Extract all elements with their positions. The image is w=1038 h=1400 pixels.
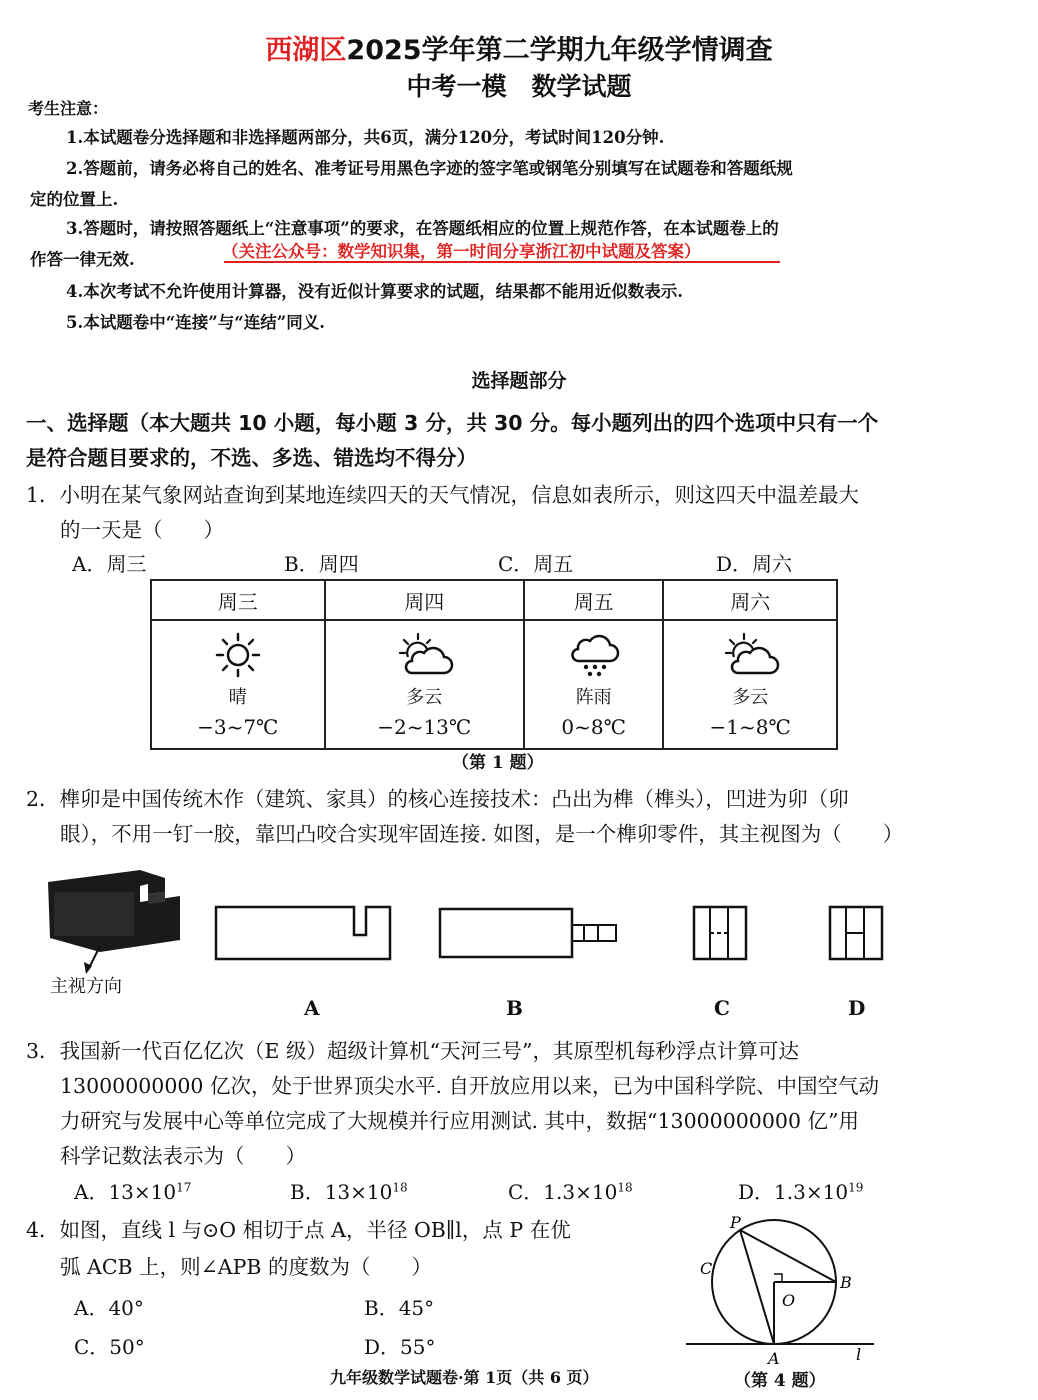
q2-stem-cont: 眼），不用一钉一胶，靠凹凸咬合实现牢固连接. 如图，是一个榫卯零件，其主视图为（ ） (60, 822, 904, 846)
page-subtitle: 中考一模 数学试题 (406, 72, 632, 101)
notice-item-1: 1.本试题卷分选择题和非选择题两部分，共6页，满分120分，考试时间120分钟. (66, 128, 665, 147)
partly-cloudy-icon (720, 631, 780, 679)
q3-stem: 3．我国新一代百亿亿次（E 级）超级计算机“天河三号”，其原型机每秒浮点计算可达 (26, 1039, 799, 1063)
q1-option-b: B．周四 (284, 552, 359, 576)
section-title: 选择题部分 (471, 370, 567, 392)
q4-option-c: C．50° (74, 1335, 145, 1359)
q3-option-c: C．$1.3\times 10^{18}$ (508, 1180, 633, 1204)
label-c: C (700, 1259, 713, 1278)
notice-item-3: 3.答题时，请按照答题纸上“注意事项”的要求，在答题纸相应的位置上规范作答，在本试题卷上的 (66, 219, 779, 238)
watermark-text: （关注公众号：数学知识集，第一时间分享浙江初中试题及答案） (222, 242, 701, 261)
q4-option-b: B．45° (364, 1296, 435, 1320)
q2-stem: 2．榫卯是中国传统木作（建筑、家具）的核心连接技术：凸出为榫（榫头），凹进为卯（卯 (26, 787, 849, 811)
q4-stem: 4．如图，直线 l 与⊙O 相切于点 A，半径 OB∥l，点 P 在优 (26, 1218, 571, 1242)
q3-option-d: D．$1.3\times 10^{19}$ (738, 1180, 864, 1204)
q3-option-b: B．$13\times 10^{18}$ (290, 1180, 408, 1204)
option-d-figure (828, 905, 886, 963)
label-a: A (768, 1349, 780, 1368)
weather-cell (524, 620, 663, 749)
notice-heading: 考生注意： (28, 99, 109, 118)
page-title (0, 28, 1038, 67)
q3-option-a: A．$13\times 10^{17}$ (74, 1180, 192, 1204)
weather-day: 周五 (524, 580, 663, 620)
part1-instructions: 一、选择题（本大题共 10 小题，每小题 3 分，共 30 分。每小题列出的四个选项中只有一个 (26, 411, 879, 435)
shower-icon (564, 631, 624, 679)
q1-stem: 1．小明在某气象网站查询到某地连续四天的天气情况，信息如表所示，则这四天中温差最大 (26, 483, 860, 507)
weather-temp: −2~13℃ (377, 715, 472, 739)
q1-option-d: D．周六 (716, 552, 793, 576)
option-d-letter: D (848, 996, 866, 1020)
q4-stem-cont: 弧 ACB 上，则∠APB 的度数为（ ） (60, 1255, 432, 1279)
label-p: P (730, 1213, 741, 1232)
weather-cell (151, 620, 325, 749)
partly-cloudy-icon (394, 631, 454, 679)
q1-caption: （第 1 题） (452, 753, 544, 773)
q3-stem-line3: 力研究与发展中心等单位完成了大规模并行应用测试. 其中，数据“13000000000 亿”用 (60, 1109, 859, 1133)
notice-item-2: 2.答题前，请务必将自己的姓名、准考证号用黑色字迹的签字笔或钢笔分别填写在试题卷和答题纸规 (66, 159, 793, 178)
label-l: l (856, 1345, 862, 1364)
weather-temp: −1~8℃ (709, 715, 791, 739)
option-b-letter: B (506, 996, 523, 1020)
q1-option-a: A．周三 (72, 552, 147, 576)
label-o: O (782, 1291, 796, 1310)
option-c-figure (692, 905, 750, 963)
option-b-figure (438, 907, 620, 959)
direction-label: 主视方向 (50, 976, 122, 997)
weather-table (150, 579, 838, 750)
weather-cell (663, 620, 837, 749)
circle-figure (684, 1210, 884, 1370)
q1-option-c: C．周五 (498, 552, 574, 576)
notice-item-3-cont: 作答一律无效. (30, 250, 135, 269)
weather-condition: 多云 (732, 687, 769, 708)
weather-condition: 晴 (228, 687, 247, 708)
weather-condition: 阵雨 (575, 687, 612, 708)
watermark-underline (224, 261, 780, 263)
option-a-figure (214, 905, 394, 961)
q1-stem-cont: 的一天是（ ） (60, 518, 224, 542)
label-b: B (840, 1273, 852, 1292)
page-footer: 九年级数学试题卷·第 1页（共 6 页） (330, 1368, 599, 1387)
option-a-letter: A (304, 996, 320, 1020)
notice-item-2-cont: 定的位置上. (30, 190, 119, 209)
weather-temp: 0~8℃ (561, 715, 626, 739)
notice-item-4: 4.本次考试不允许使用计算器，没有近似计算要求的试题，结果都不能用近似数表示. (66, 282, 683, 301)
weather-day: 周四 (325, 580, 524, 620)
weather-day: 周六 (663, 580, 837, 620)
q3-stem-line2: 13000000000 亿次，处于世界顶尖水平. 自开放应用以来，已为中国科学院、中国空气动 (60, 1074, 880, 1098)
q4-caption: （第 4 题） (734, 1371, 826, 1391)
q4-option-a: A．40° (74, 1296, 144, 1320)
q4-option-d: D．55° (364, 1335, 436, 1359)
weather-day: 周三 (151, 580, 325, 620)
title-main: 2025学年第二学期九年级学情调查 (346, 35, 773, 66)
notice-item-5: 5.本试题卷中“连接”与“连结”同义. (66, 313, 325, 332)
sun-icon (208, 631, 268, 679)
weather-temp: −3~7℃ (197, 715, 279, 739)
weather-cell (325, 620, 524, 749)
option-c-letter: C (714, 996, 730, 1020)
q3-stem-line4: 科学记数法表示为（ ） (60, 1144, 306, 1168)
part1-instructions-cont: 是符合题目要求的，不选、多选、错选均不得分） (26, 446, 477, 470)
tenon-part-photo (40, 862, 200, 982)
weather-condition: 多云 (406, 687, 443, 708)
title-district: 西湖区 (265, 35, 347, 66)
